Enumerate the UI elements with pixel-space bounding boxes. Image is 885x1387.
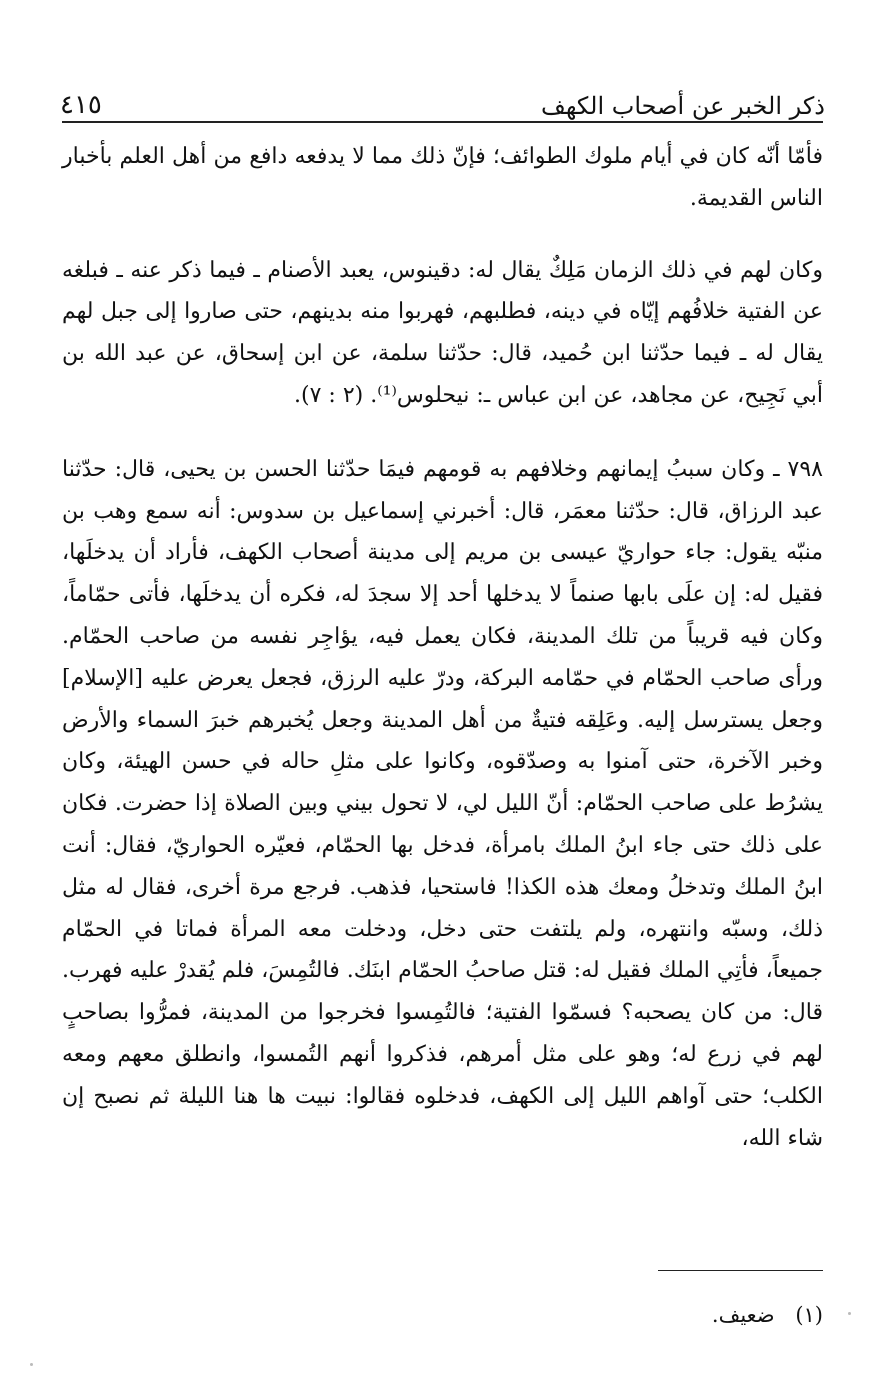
header-rule <box>62 121 823 123</box>
page-header <box>60 68 825 118</box>
paragraph: وكان لهم في ذلك الزمان مَلِكٌ يقال له: دقينوس، يعبد الأصنام ـ فيما ذكر عنه ـ فبلغه عن الفتية خلافُهم إيّاه في دينه، فطلبهم، فهربوا منه بدينهم، حتى صاروا إلى جبل لهم يقال له ـ فيما حدّثنا ابن حُميد، قال: حدّثنا سلمة، عن ابن إسحاق، عن عبد الله بن أبي نَجِيح، عن مجاهد، عن ابن عباس ـ: نيحلوس⁽¹⁾. (٢ : ٧). <box>62 257 823 408</box>
body-text <box>62 136 823 1159</box>
footnote-text: ضعيف. <box>711 1303 775 1327</box>
scan-speck <box>30 1363 33 1366</box>
running-title: ذكر الخبر عن أصحاب الكهف <box>540 92 825 120</box>
footnote-rule <box>658 1270 823 1271</box>
footnote-number: (١) <box>795 1303 823 1327</box>
paragraph: فأمّا أنّه كان في أيام ملوك الطوائف؛ فإنّ ذلك مما لا يدفعه دافع من أهل العلم بأخبار الناس القديمة. <box>62 144 823 211</box>
footnote <box>62 1300 823 1330</box>
page-number: ٤١٥ <box>60 90 102 120</box>
scan-speck <box>848 1312 851 1315</box>
paragraph: ٧٩٨ ـ وكان سببُ إيمانهم وخلافهم به قومهم فيمَا حدّثنا الحسن بن يحيى، قال: حدّثنا عبد الرزاق، قال: حدّثنا معمَر، قال: أخبرني إسماعيل بن سدوس: أنه سمع وهب بن منبّه يقول: جاء حواريّ عيسى بن مريم إلى مدينة أصحاب الكهف، فأراد أن يدخلَها، فقيل له: إن علَى بابها صنماً لا يدخلها أحد إلا سجدَ له، فكره أن يدخلَها، فأتى حمّاماً، وكان فيه قريباً من تلك المدينة، فكان يعمل فيه، يؤاجِر نفسه من صاحب الحمّام. ورأى صاحب الحمّام في حمّامه البركة، ودرّ عليه الرزق، فجعل يعرض عليه [الإسلام] وجعل يسترسل إليه. وعَلِقه فتيةٌ من أهل المدينة وجعل يُخبرهم خبرَ السماء والأرض وخبر الآخرة، حتى آمنوا به وصدّقوه، وكانوا على مثلِ حاله في حسن الهيئة، وكان يشرُط على صاحب الحمّام: أنّ الليل لي، لا تحول بيني وبين الصلاة إذا حضرت. فكان على ذلك حتى جاء ابنُ الملك بامرأة، فدخل بها الحمّام، فعيّره الحواريّ، فقال: أنت ابنُ الملك وتدخلُ ومعك هذه الكذا! فاستحيا، فذهب. فرجع مرة أخرى، فقال له مثل ذلك، وسبّه وانتهره، ولم يلتفت حتى دخل، ودخلت معه المرأة فماتا في الحمّام جميعاً، فأتِي الملك فقيل له: قتل صاحبُ الحمّام ابنَك. فالتُمِسَ، فلم يُقدرْ عليه فهرب. قال: من كان يصحبه؟ فسمّوا الفتية؛ فالتُمِسوا فخرجوا من المدينة، فمرُّوا بصاحبٍ لهم في زرع له؛ وهو على مثل أمرهم، فذكروا أنهم التُمسوا، وانطلق معهم ومعه الكلب؛ حتى آواهم الليل إلى الكهف، فدخلوه فقالوا: نبيت ها هنا الليلة ثم نصبح إن شاء الله، <box>62 456 823 1151</box>
